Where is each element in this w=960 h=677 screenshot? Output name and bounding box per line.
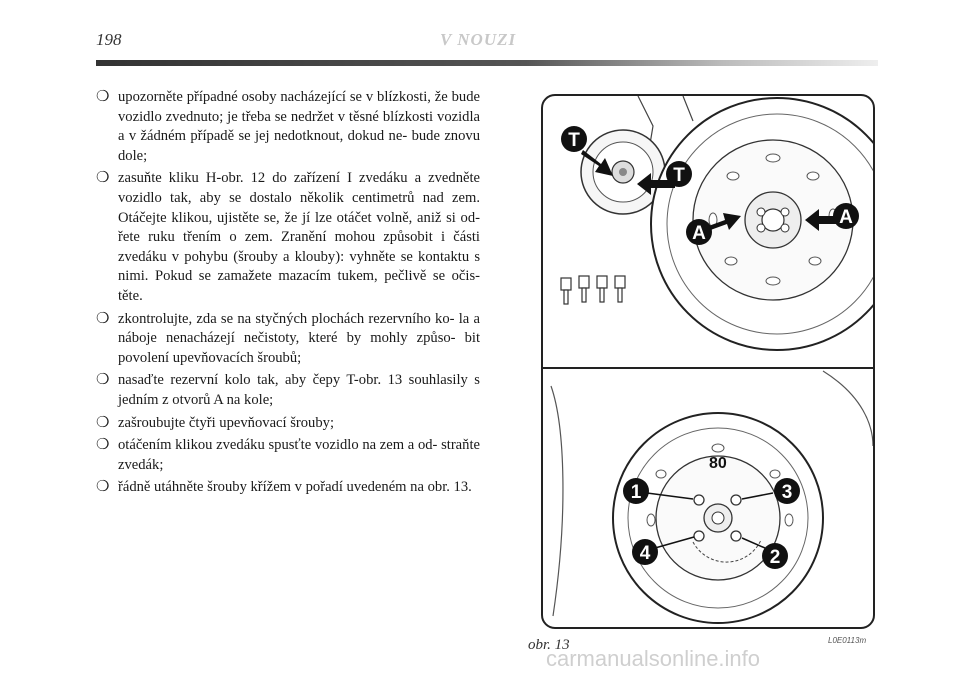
page-number: 198: [96, 30, 122, 49]
bolt-3-icon: [774, 478, 800, 504]
instruction-text: otáčením klikou zvedáku spusťte vozidlo na zem a od- straňte zvedák;: [118, 437, 480, 473]
label-a-icon: [833, 203, 859, 229]
bottom-panel: [551, 371, 873, 623]
instruction-text: zasuňte kliku H-obr. 12 do zařízení I zvedáku a zvedněte vozidlo tak, aby se dostalo několik centimetrů nad zem. Otáčejte klikou, ujistěte se, že jí lze otáčet volně, aniž si od- řete ruku třením o zem. Zranění mohou způsobit i části zvedáku v pohybu (šrouby a klouby): vyhněte se kontaktu s nimi. Pokud se zamažete mazacím tukem, pečlivě se očis- těte.: [118, 170, 480, 304]
figure-code: L0E0113m: [828, 636, 867, 645]
label-t-icon: [666, 161, 692, 187]
bolt-4-icon: [632, 539, 658, 565]
svg-text:A: A: [692, 223, 706, 244]
instruction-text: nasaďte rezervní kolo tak, aby čepy T-obr. 13 souhlasily s jedním z otvorů A na kole;: [118, 372, 480, 408]
svg-text:A: A: [839, 207, 853, 228]
list-item: [96, 169, 480, 306]
bullet-icon: ❍: [96, 437, 110, 454]
wheel-illustration: [543, 96, 873, 627]
svg-text:T: T: [568, 130, 580, 151]
list-item: [96, 414, 480, 434]
list-item: [96, 310, 480, 369]
instruction-text: řádně utáhněte šrouby křížem v pořadí uvedeném na obr. 13.: [118, 479, 472, 496]
label-t-icon: [561, 126, 587, 152]
label-a-icon: [686, 219, 712, 245]
svg-text:1: 1: [630, 482, 642, 503]
bolt-2-icon: [762, 543, 788, 569]
bullet-icon: ❍: [96, 414, 110, 431]
list-item: [96, 88, 480, 166]
list-item: [96, 478, 480, 498]
figure-caption: obr. 13: [528, 637, 570, 653]
bullet-icon: ❍: [96, 372, 110, 389]
top-panel: [561, 96, 873, 350]
header-rule: [96, 60, 878, 66]
svg-text:4: 4: [639, 543, 651, 564]
torque-label: 80: [709, 455, 727, 472]
svg-text:T: T: [673, 165, 685, 186]
section-title: V NOUZI: [440, 30, 517, 49]
svg-text:3: 3: [781, 482, 793, 503]
instruction-text: zašroubujte čtyři upevňovací šrouby;: [118, 414, 335, 431]
figure-frame: [541, 94, 875, 629]
bullet-icon: ❍: [96, 170, 110, 187]
svg-text:2: 2: [769, 547, 781, 568]
list-item: [96, 371, 480, 410]
bullet-icon: ❍: [96, 310, 110, 327]
bullet-icon: ❍: [96, 89, 110, 105]
bullet-icon: ❍: [96, 479, 110, 496]
instruction-list: [96, 88, 480, 501]
bolt-1-icon: [623, 478, 649, 504]
instruction-text: upozorněte případné osoby nacházející se v blízkosti, že bude vozidlo zvednuto; je třeba se nedržet v těsné blízkosti vozidla a v žádném případě se jej nedotknout, dokud ne- bude znovu dole;: [118, 89, 480, 164]
watermark: carmanualsonline.info: [546, 646, 761, 671]
instruction-text: zkontrolujte, zda se na styčných plochách rezervního ko- la a náboje nenacházejí nečistoty, které by mohly způso- bit povolení upevňovacích šroubů;: [118, 310, 480, 366]
list-item: [96, 436, 480, 475]
